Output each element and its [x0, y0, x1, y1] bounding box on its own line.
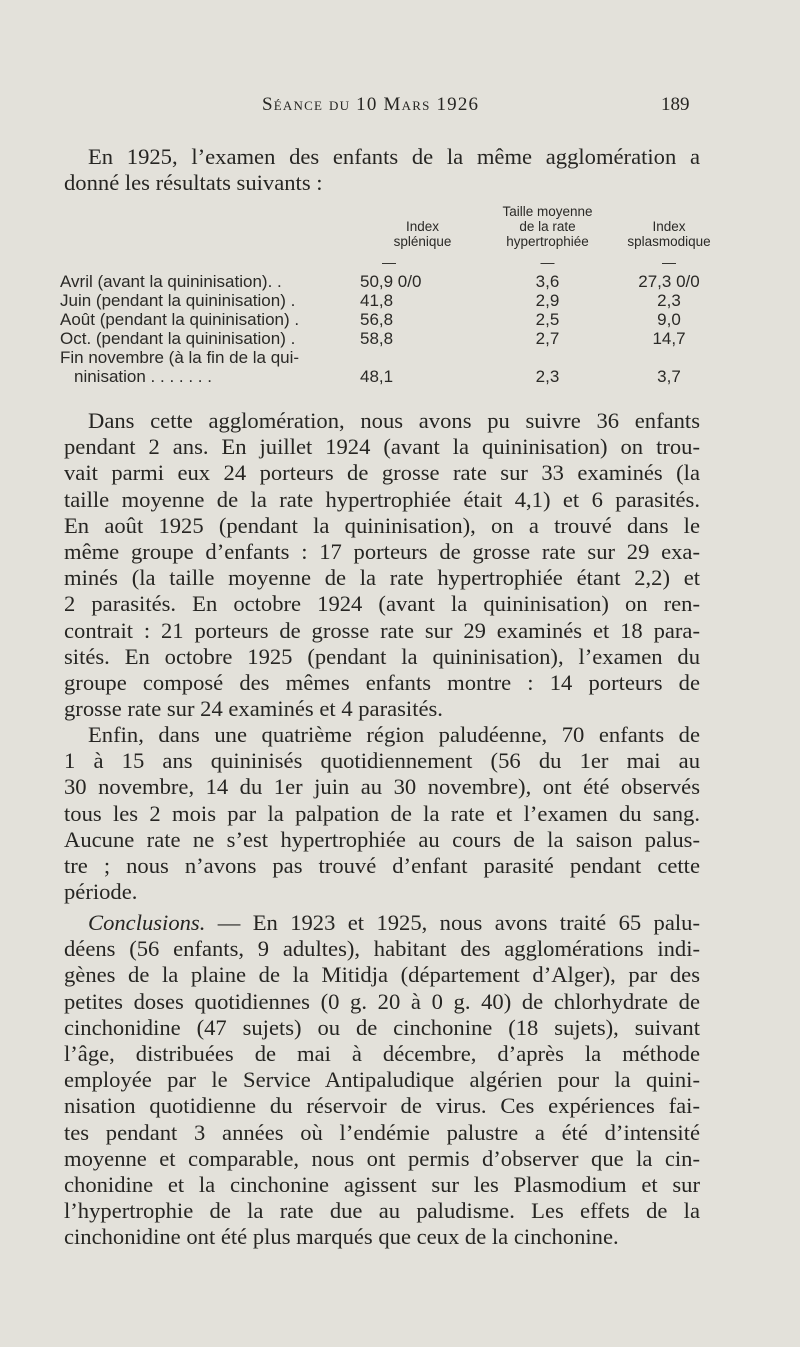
text-line: donné les résultats suivants :	[64, 170, 323, 196]
text-line: grosse rate sur 24 examinés et 4 parasités.	[64, 696, 443, 722]
header-line: Index	[405, 219, 440, 234]
cell-index-plasmodique: 2,3	[657, 291, 681, 310]
dash: —	[662, 254, 676, 270]
cell-index-splenique: 56,8	[360, 310, 394, 329]
intro-paragraph	[64, 144, 700, 196]
row-label-line: ninisation . . . . . . .	[74, 367, 212, 386]
text-line: vait parmi eux 24 porteurs de grosse rate sur 33 examinés (la	[64, 460, 700, 486]
text-line: cinchonidine ont été plus marqués que ceux de la cinchonine.	[64, 1224, 619, 1250]
cell-taille: 2,5	[535, 310, 560, 329]
header-line: splasmodique	[627, 234, 711, 249]
table-row	[60, 272, 728, 291]
running-header	[0, 94, 800, 124]
text-line: En 1925, l’examen des enfants de la même agglomération a	[88, 144, 700, 169]
header-line: Taille moyenne	[502, 204, 593, 219]
text-line: l’hypertrophie de la rate due au paludisme. Les effets de la	[64, 1198, 700, 1224]
text-line: Aucune rate ne s’est hypertrophiée au cours de la saison palus-	[64, 826, 700, 852]
header-line: Index	[652, 219, 686, 234]
table-row	[60, 310, 728, 329]
table-row	[60, 291, 728, 310]
cell-index-plasmodique: 14,7	[652, 329, 686, 348]
text-line: moyenne et comparable, nous ont permis d’observer que la cin-	[64, 1145, 700, 1171]
dash: —	[382, 254, 396, 270]
row-label-line: Fin novembre (à la fin de la qui-	[60, 348, 300, 367]
text-line: chonidine et la cinchonine agissent sur les Plasmodium et sur	[64, 1171, 700, 1197]
dash-spacer	[60, 253, 360, 272]
row-label: Juin (pendant la quininisation) .	[60, 291, 296, 310]
row-label: Avril (avant la quininisation). .	[60, 272, 282, 291]
cell-index-splenique: 41,8	[360, 291, 394, 310]
conclusions-heading: Conclusions.	[88, 910, 206, 935]
text-line: 2 parasités. En octobre 1924 (avant la quininisation) on ren-	[64, 591, 700, 617]
header-line: splénique	[393, 234, 452, 249]
cell-taille: 2,9	[535, 291, 560, 310]
row-label: Oct. (pendant la quininisation) .	[60, 329, 296, 348]
table-header-row	[60, 204, 728, 253]
cell-taille: 2,3	[535, 367, 560, 386]
text-line: minés (la taille moyenne de la rate hypertrophiée étant 2,2) et	[64, 565, 700, 591]
text-line: 1 à 15 ans quininisés quotidiennement (56 du 1er mai au	[64, 748, 700, 774]
text-line: En août 1925 (pendant la quininisation), on a trouvé dans le	[64, 512, 700, 538]
header-spacer	[60, 204, 360, 253]
text-fragment: — En 1923 et 1925, nous avons traité 65 palu-	[205, 910, 700, 935]
text-line: taille moyenne de la rate hypertrophiée était 4,1) et 6 parasités.	[64, 486, 700, 512]
results-table	[60, 204, 728, 386]
text-line: sités. En octobre 1925 (pendant la quininisation), l’examen du	[64, 643, 700, 669]
page-number: 189	[661, 94, 690, 115]
text-line: Enfin, dans une quatrième région paludéenne, 70 enfants de	[88, 722, 700, 747]
column-header-index-plasmodique	[610, 204, 728, 253]
text-line: petites doses quotidiennes (0 g. 20 à 0 g. 40) de chlorhydrate de	[64, 988, 700, 1014]
dash-row	[60, 253, 728, 272]
text-line: tes pendant 3 années où l’endémie palustre a été d’intensité	[64, 1119, 700, 1145]
text-line: même groupe d’enfants : 17 porteurs de grosse rate sur 29 exa-	[64, 538, 700, 564]
text-line: gènes de la plaine de la Mitidja (département d’Alger), par des	[64, 962, 700, 988]
text-line: groupe composé des mêmes enfants montre : 14 porteurs de	[64, 669, 700, 695]
text-line: tous les 2 mois par la palpation de la rate et l’examen du sang.	[64, 800, 700, 826]
dash: —	[540, 254, 555, 270]
column-header-index-splenique	[360, 204, 485, 253]
cell-index-splenique: 58,8	[360, 329, 394, 348]
header-line: de la rate	[519, 219, 576, 234]
text-line: Dans cette agglomération, nous avons pu suivre 36 enfants	[88, 408, 700, 433]
text-line: cinchonidine (47 sujets) ou de cinchonine (18 sujets), suivant	[64, 1014, 700, 1040]
text-line: pendant 2 ans. En juillet 1924 (avant la quininisation) on trou-	[64, 434, 700, 460]
header-line: hypertrophiée	[506, 234, 589, 249]
text-line: tre ; nous n’avons pas trouvé d’enfant parasité pendant cette	[64, 852, 700, 878]
table-row	[60, 348, 728, 386]
text-line	[64, 910, 700, 936]
row-label: Août (pendant la quininisation) .	[60, 310, 300, 329]
running-title: Séance du 10 Mars 1926	[262, 94, 480, 115]
text-line: contrait : 21 porteurs de grosse rate sur 29 examinés et 18 para-	[64, 617, 700, 643]
text-line: déens (56 enfants, 9 adultes), habitant des agglomérations indi-	[64, 936, 700, 962]
cell-index-plasmodique: 27,3 0/0	[638, 272, 700, 291]
text-line: l’âge, distribuées de mai à décembre, d’après la méthode	[64, 1040, 700, 1066]
cell-index-plasmodique: 9,0	[657, 310, 681, 329]
text-line: employée par le Service Antipaludique algérien pour la quini-	[64, 1067, 700, 1093]
paragraph-quatrieme-region	[64, 722, 700, 905]
cell-index-splenique: 48,1	[360, 367, 394, 386]
paragraph-conclusions	[64, 910, 700, 1250]
cell-index-plasmodique: 3,7	[657, 367, 681, 386]
table-row	[60, 329, 728, 348]
paragraph-suivi	[64, 408, 700, 722]
text-line: nisation quotidienne du réservoir de virus. Ces expériences fai-	[64, 1093, 700, 1119]
column-header-taille-moyenne	[485, 204, 610, 253]
text-line: 30 novembre, 14 du 1er juin au 30 novembre), ont été observés	[64, 774, 700, 800]
text-line: période.	[64, 879, 138, 905]
cell-taille: 2,7	[535, 329, 560, 348]
cell-index-splenique: 50,9 0/0	[360, 272, 422, 291]
cell-taille: 3,6	[535, 272, 560, 291]
row-label	[60, 348, 360, 386]
